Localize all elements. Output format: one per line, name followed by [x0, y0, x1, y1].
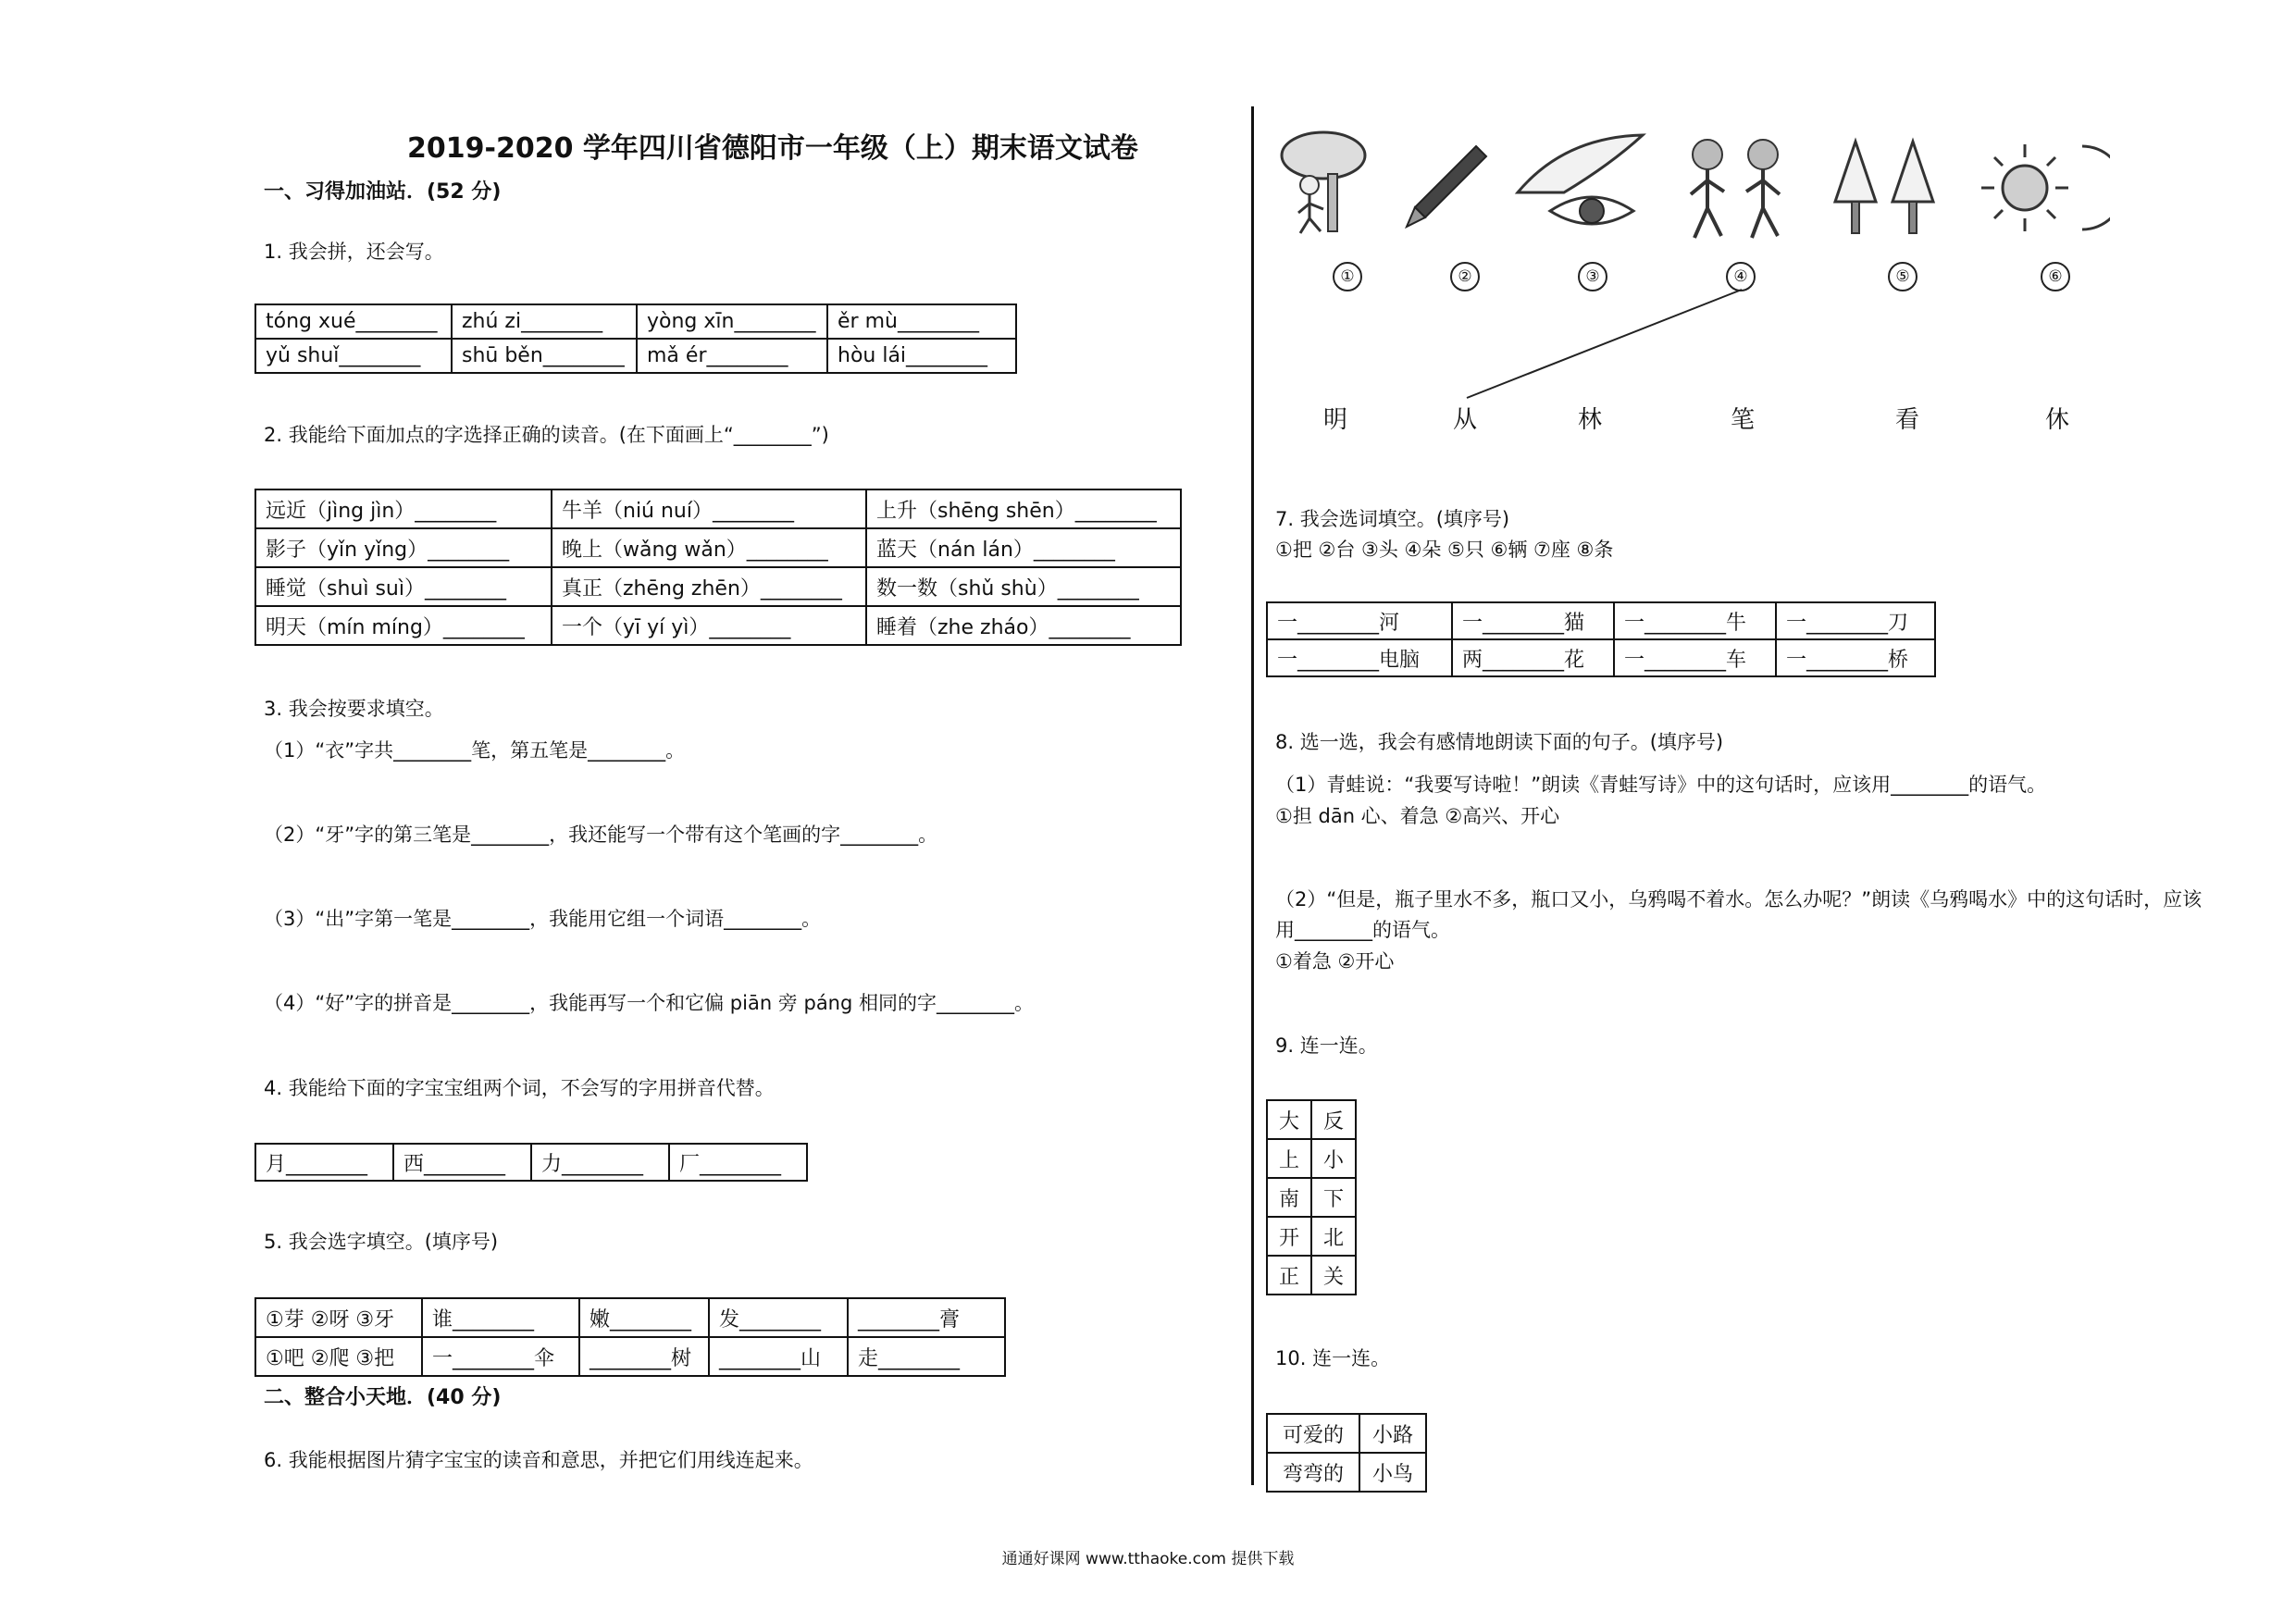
q4-cell[interactable]: 厂________	[669, 1144, 807, 1181]
q7-cell[interactable]: 一________桥	[1776, 639, 1935, 676]
q8-item-1-options: ①担 dān 心、着急 ②高兴、开心	[1275, 805, 1560, 827]
q3-item-3[interactable]: （3）“出”字第一笔是________，我能用它组一个词语________。	[264, 908, 822, 930]
q7-cell[interactable]: 一________河	[1267, 602, 1452, 639]
q5-cell[interactable]: 谁________	[422, 1298, 579, 1337]
q1-cell[interactable]: mǎ ér________	[637, 339, 827, 373]
q2-prompt: 2. 我能给下面加点的字选择正确的读音。(在下面画上“________”)	[264, 424, 829, 446]
q5-cell[interactable]: 一________伞	[422, 1337, 579, 1376]
q5-options: ①芽 ②呀 ③牙	[255, 1298, 422, 1337]
q5-cell[interactable]: 走________	[848, 1337, 1005, 1376]
q10-right-word[interactable]: 小路	[1359, 1414, 1426, 1453]
q4-cell[interactable]: 力________	[531, 1144, 669, 1181]
q6-char[interactable]: 休	[2045, 406, 2070, 434]
q9-left-word[interactable]: 南	[1267, 1178, 1311, 1217]
q7-options: ①把 ②台 ③头 ④朵 ⑤只 ⑥辆 ⑦座 ⑧条	[1275, 539, 1614, 561]
q4-cell[interactable]: 西________	[393, 1144, 531, 1181]
q3-prompt: 3. 我会按要求填空。	[264, 698, 444, 720]
q2-cell[interactable]: 影子（yǐn yǐng）________	[255, 528, 552, 567]
q1-cell[interactable]: shū běn________	[452, 339, 637, 373]
q2-cell[interactable]: 睡着（zhe zháo）________	[866, 606, 1181, 645]
section-2-header: 二、整合小天地．(40 分)	[264, 1386, 502, 1409]
q6-prompt: 6. 我能根据图片猜字宝宝的读音和意思，并把它们用线连起来。	[264, 1449, 813, 1471]
q2-cell[interactable]: 牛羊（niú nuí）________	[552, 489, 866, 528]
q6-number: ②	[1450, 262, 1480, 291]
q2-cell[interactable]: 蓝天（nán lán）________	[866, 528, 1181, 567]
q4-prompt: 4. 我能给下面的字宝宝组两个词，不会写的字用拼音代替。	[264, 1077, 775, 1099]
q10-left-word[interactable]: 弯弯的	[1267, 1453, 1359, 1492]
q5-options: ①吧 ②爬 ③把	[255, 1337, 422, 1376]
q9-prompt: 9. 连一连。	[1275, 1035, 1378, 1057]
q2-cell[interactable]: 数一数（shǔ shù）________	[866, 567, 1181, 606]
footer-credit: 通通好课网 www.tthaoke.com 提供下载	[1001, 1550, 1295, 1568]
q9-table	[1266, 1099, 1357, 1295]
q2-cell[interactable]: 明天（mín míng）________	[255, 606, 552, 645]
q1-cell[interactable]: tóng xué________	[255, 304, 452, 339]
q10-right-word[interactable]: 小鸟	[1359, 1453, 1426, 1492]
section-1-header: 一、习得加油站．(52 分)	[264, 180, 502, 204]
q7-prompt: 7. 我会选词填空。(填序号)	[1275, 508, 1510, 530]
q10-prompt: 10. 连一连。	[1275, 1347, 1391, 1369]
q8-prompt: 8. 选一选，我会有感情地朗读下面的句子。(填序号)	[1275, 731, 1724, 753]
q7-cell[interactable]: 两________花	[1452, 639, 1614, 676]
q1-prompt: 1. 我会拼，还会写。	[264, 241, 444, 263]
q8-item-2-line-1: （2）“但是，瓶子里水不多，瓶口又小，乌鸦喝不着水。怎么办呢？”朗读《乌鸦喝水》中的这句话时，应该	[1275, 888, 2203, 911]
q9-left-word[interactable]: 正	[1267, 1256, 1311, 1295]
q2-cell[interactable]: 一个（yī yí yì）________	[552, 606, 866, 645]
q6-number: ⑥	[2041, 262, 2070, 291]
q6-char[interactable]: 从	[1453, 406, 1478, 434]
q3-item-4[interactable]: （4）“好”字的拼音是________，我能再写一个和它偏 piān 旁 páng 相同的字________。	[264, 992, 1034, 1014]
q8-item-2-options: ①着急 ②开心	[1275, 950, 1395, 973]
q9-right-word[interactable]: 小	[1311, 1139, 1356, 1178]
q5-cell[interactable]: ________膏	[848, 1298, 1005, 1337]
q7-table	[1266, 601, 1936, 677]
page-title: 2019-2020 学年四川省德阳市一年级（上）期末语文试卷	[407, 132, 1138, 165]
q7-cell[interactable]: 一________刀	[1776, 602, 1935, 639]
q7-cell[interactable]: 一________牛	[1614, 602, 1776, 639]
q7-cell[interactable]: 一________猫	[1452, 602, 1614, 639]
q6-char[interactable]: 林	[1578, 406, 1603, 434]
q10-left-word[interactable]: 可爱的	[1267, 1414, 1359, 1453]
q1-cell[interactable]: zhú zi________	[452, 304, 637, 339]
q1-cell[interactable]: hòu lái________	[827, 339, 1016, 373]
q6-char[interactable]: 看	[1895, 406, 1920, 434]
q9-right-word[interactable]: 关	[1311, 1256, 1356, 1295]
q5-cell[interactable]: ________山	[709, 1337, 848, 1376]
q8-item-1[interactable]: （1）青蛙说：“我要写诗啦！”朗读《青蛙写诗》中的这句话时，应该用________的语气。	[1275, 774, 2047, 796]
q6-number: ④	[1726, 262, 1756, 291]
q2-cell[interactable]: 睡觉（shuì suì）________	[255, 567, 552, 606]
q8-item-2-line-2[interactable]: 用________的语气。	[1275, 919, 1450, 941]
q9-right-word[interactable]: 下	[1311, 1178, 1356, 1217]
q3-item-1[interactable]: （1）“衣”字共________笔，第五笔是________。	[264, 739, 686, 762]
q2-cell[interactable]: 晚上（wǎng wǎn）________	[552, 528, 866, 567]
q5-cell[interactable]: 嫩________	[579, 1298, 709, 1337]
q1-cell[interactable]: yòng xīn________	[637, 304, 827, 339]
q7-cell[interactable]: 一________车	[1614, 639, 1776, 676]
q7-cell[interactable]: 一________电脑	[1267, 639, 1452, 676]
q6-char[interactable]: 笔	[1731, 406, 1756, 434]
q9-right-word[interactable]: 北	[1311, 1217, 1356, 1256]
q10-table	[1266, 1413, 1427, 1493]
q9-left-word[interactable]: 开	[1267, 1217, 1311, 1256]
q5-cell[interactable]: 发________	[709, 1298, 848, 1337]
q1-cell[interactable]: ěr mù________	[827, 304, 1016, 339]
q2-cell[interactable]: 上升（shēng shēn）________	[866, 489, 1181, 528]
q9-left-word[interactable]: 大	[1267, 1100, 1311, 1139]
q6-number: ⑤	[1888, 262, 1917, 291]
q5-cell[interactable]: ________树	[579, 1337, 709, 1376]
q6-number: ③	[1578, 262, 1607, 291]
q9-right-word[interactable]: 反	[1311, 1100, 1356, 1139]
q2-cell[interactable]: 真正（zhēng zhēn）________	[552, 567, 866, 606]
q4-cell[interactable]: 月________	[255, 1144, 393, 1181]
q6-char[interactable]: 明	[1323, 406, 1348, 434]
q9-left-word[interactable]: 上	[1267, 1139, 1311, 1178]
q5-prompt: 5. 我会选字填空。(填序号)	[264, 1231, 499, 1253]
q1-cell[interactable]: yǔ shuǐ________	[255, 339, 452, 373]
q3-item-2[interactable]: （2）“牙”字的第三笔是________，我还能写一个带有这个笔画的字________。	[264, 824, 938, 846]
q6-number: ①	[1333, 262, 1362, 291]
q2-cell[interactable]: 远近（jìng jìn）________	[255, 489, 552, 528]
